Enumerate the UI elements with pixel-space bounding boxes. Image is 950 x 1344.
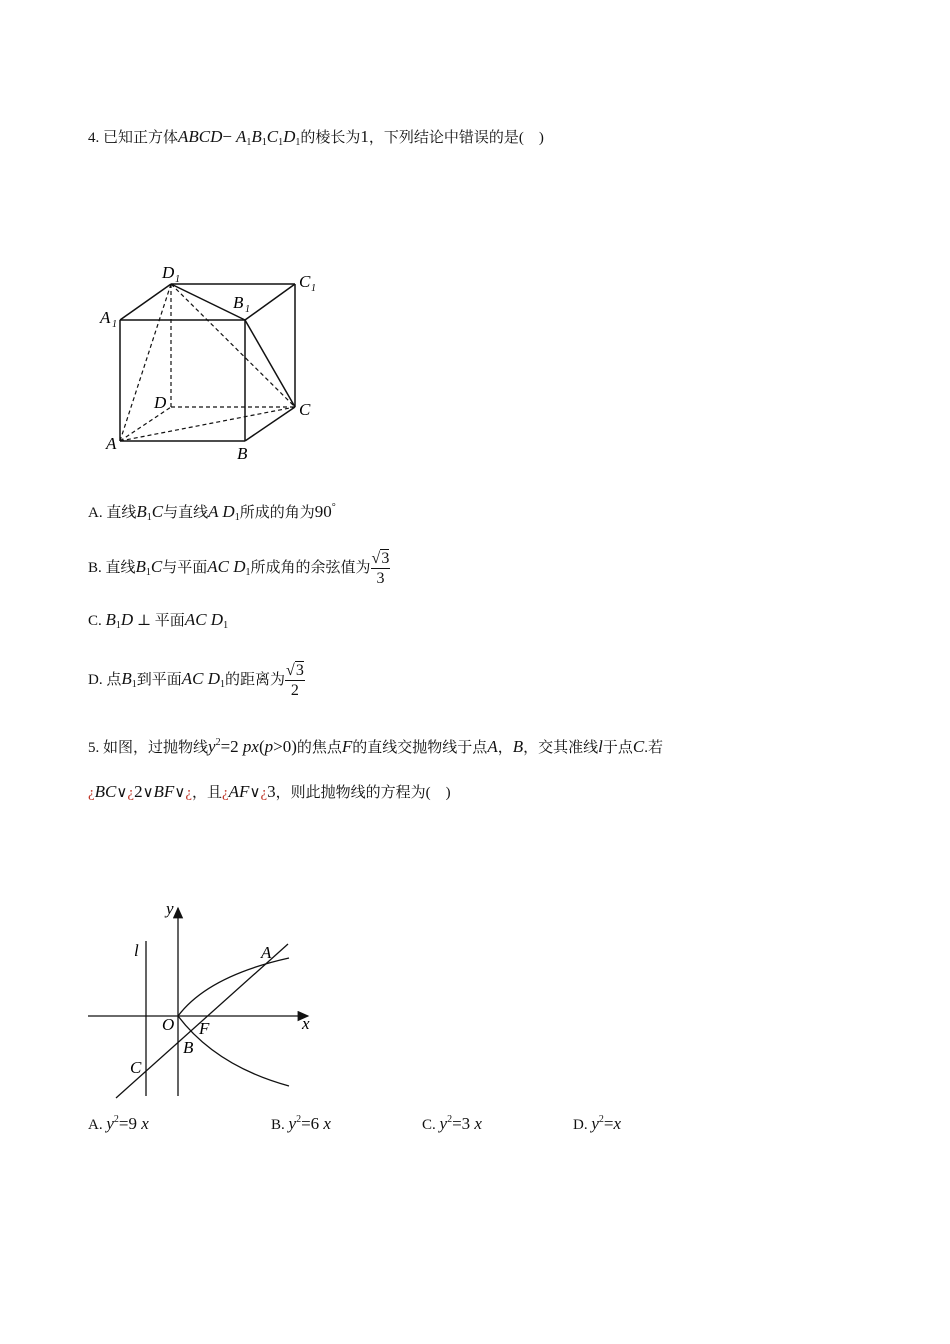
label-b1: B [233, 293, 244, 312]
q5-choice-a: A. $y^2=9$ x [88, 1114, 149, 1133]
q4-stem: 4. 已知正方体ABCD− $A_1B_1C_1D_1$的棱长为1，下列结论中错误的是( ) [88, 127, 544, 148]
q4-option-c: C. $B_1D$ ⊥ 平面AC $D_1$ [88, 610, 229, 631]
label-l: l [134, 941, 139, 960]
q4-option-d: D. 点$B_1$到平面AC $D_1$的距离为 $\frac{√3}{2}$ [88, 662, 304, 699]
q5-stem-line2: ¿BC∨¿2∨BF∨¿，且¿AF∨¿3，则此抛物线的方程为( ) [88, 782, 451, 801]
label-d1: D [162, 263, 175, 282]
label-d: D [154, 393, 167, 412]
q5-choice-b: B. $y^2=6$ x [271, 1114, 331, 1133]
fraction-sqrt3-over-3: $\frac{√3}{3}$ [371, 550, 390, 587]
q5-stem-line1: 5. 如图，过抛物线$y^2=2$ px(p>0)的焦点F的直线交抛物线于点A，B，交其准线l于点C.若 [88, 737, 663, 756]
label-y: y [166, 899, 174, 918]
svg-text:1: 1 [311, 283, 316, 294]
cube-name: ABCD− $A_1B_1C_1D_1$ [178, 127, 301, 148]
label-f: F [199, 1019, 210, 1038]
label-o: O [162, 1015, 175, 1034]
svg-text:1: 1 [112, 319, 117, 330]
label-c1: C [299, 272, 311, 291]
q4-option-b: B. 直线$B_1C$与平面AC $D_1$所成角的余弦值为 $\frac{√3}{3}$ [88, 550, 390, 587]
cube-figure [96, 258, 336, 473]
label-b: B [237, 444, 248, 463]
svg-text:1: 1 [245, 304, 250, 315]
parabola-figure [86, 896, 326, 1111]
label-x: x [302, 1014, 310, 1033]
label-a: A [261, 943, 272, 962]
q5-choice-c: C. $y^2=3$ x [422, 1114, 482, 1133]
q5-choice-d: D. $y^2=x$ [573, 1114, 622, 1133]
label-c: C [299, 400, 311, 419]
label-a: A [106, 434, 117, 453]
q4-option-a: A. 直线$B_1C$与直线A $D_1$所成的角为90° [88, 502, 336, 523]
label-c: C [130, 1058, 142, 1077]
fraction-sqrt3-over-2: $\frac{√3}{2}$ [286, 662, 304, 699]
label-a1: A [100, 308, 111, 327]
label-b: B [183, 1038, 194, 1057]
svg-text:1: 1 [175, 274, 180, 285]
